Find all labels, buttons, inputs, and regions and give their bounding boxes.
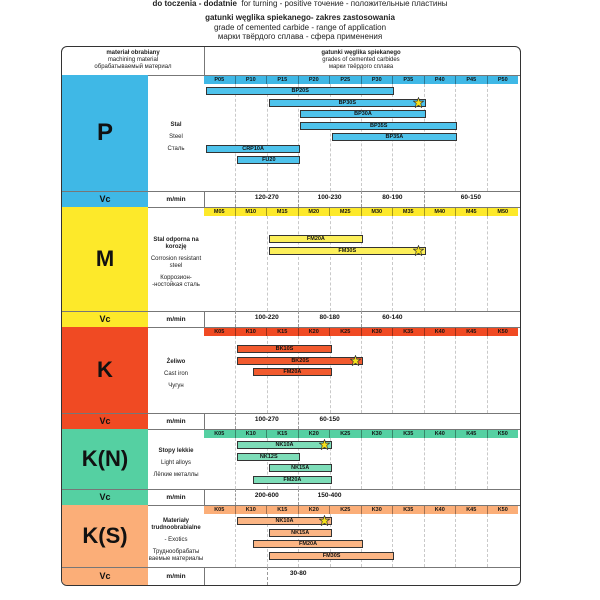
grade-label: K25	[330, 506, 362, 514]
vc-top-line	[62, 413, 521, 414]
vc-value: 100-220	[254, 314, 279, 321]
grade-gridline	[235, 216, 236, 311]
group-letter-p: P	[62, 75, 148, 191]
grade-label: M45	[456, 208, 488, 216]
material-line: Corrosion resistant steel	[150, 256, 202, 269]
material-line: Stal	[170, 121, 182, 128]
vc-value: 80-190	[382, 194, 403, 201]
group-letter-k: K	[62, 327, 148, 413]
grade-label: M10	[236, 208, 268, 216]
grade-label: K35	[393, 430, 425, 438]
grade-bar-bk20s: BK20S	[237, 357, 363, 365]
grade-label: K25	[330, 430, 362, 438]
grade-label: P10	[236, 76, 268, 84]
header-line-4: марки твёрдого сплава - сфера применения	[217, 32, 383, 41]
material-line: Steel	[169, 133, 183, 140]
vc-range-divider	[235, 413, 236, 429]
grade-label: K30	[362, 506, 394, 514]
grade-bar-crp10a: CRP10A	[206, 145, 300, 153]
vc-unit-kn: m/min	[166, 493, 186, 501]
material-line: - Exotics	[164, 536, 188, 543]
vc-range-divider	[235, 489, 236, 505]
grade-gridline	[392, 438, 393, 489]
vc-label-kn: Vc	[62, 489, 148, 505]
vc-range-divider	[298, 191, 299, 207]
material-ks	[148, 513, 204, 567]
table-header-grades	[204, 49, 518, 73]
grade-bar-fm20a: FM20A	[253, 540, 363, 548]
header-grades-line: марки твёрдого сплава	[328, 64, 394, 70]
vc-divider	[204, 311, 205, 327]
vc-range-divider	[298, 311, 299, 327]
recommended-star-icon	[413, 97, 424, 108]
vc-range-divider	[235, 191, 236, 207]
material-line: Лёгкие металлы	[153, 471, 199, 478]
table-header-material	[62, 49, 204, 73]
grade-bar-bp20s: BP20S	[206, 87, 394, 95]
grade-gridline	[455, 216, 456, 311]
grade-gridline	[424, 438, 425, 489]
material-line: Materiały trudnoobrabialne	[151, 517, 201, 531]
grade-label: P40	[425, 76, 457, 84]
material-m	[148, 215, 204, 311]
vc-value: 80-180	[319, 314, 340, 321]
grade-bar-bp35s: BP35S	[300, 122, 457, 130]
grade-label: P15	[267, 76, 299, 84]
header-divider	[204, 47, 205, 75]
grade-label: P05	[204, 76, 236, 84]
grade-label: K30	[362, 328, 394, 336]
grade-scale-kn	[204, 430, 518, 438]
vc-range-divider	[235, 311, 236, 327]
material-line: Light alloys	[160, 459, 192, 466]
material-line: Żeliwo	[166, 358, 186, 365]
vc-unit-ks: m/min	[166, 572, 186, 580]
grade-label: P35	[393, 76, 425, 84]
grade-label: M30	[362, 208, 394, 216]
vc-range-divider	[298, 413, 299, 429]
grade-gridline	[424, 336, 425, 413]
grade-gridline	[267, 216, 268, 311]
grade-label: M15	[267, 208, 299, 216]
grade-bar-nk15a: NK15A	[269, 464, 332, 472]
grade-gridline	[235, 84, 236, 191]
grade-scale-p	[204, 76, 518, 84]
vc-divider	[204, 489, 205, 505]
grade-gridline	[424, 216, 425, 311]
grade-label: K40	[425, 328, 457, 336]
grade-bar-nk15a: NK15A	[269, 529, 332, 537]
grade-gridline	[455, 438, 456, 489]
grade-bar-fm20a: FM20A	[269, 235, 363, 243]
vc-range-divider	[267, 567, 268, 585]
vc-top-line	[62, 567, 521, 568]
vc-value: 60-150	[460, 194, 482, 201]
grade-label: P30	[362, 76, 394, 84]
material-line: Коррозион- -ностойкая сталь	[152, 275, 200, 288]
grade-label: K50	[497, 431, 508, 437]
vc-range-divider	[298, 489, 299, 505]
vc-value: 100-230	[317, 194, 342, 201]
grade-gridline	[235, 336, 236, 413]
vc-range-divider	[361, 191, 362, 207]
grade-gridline	[455, 514, 456, 567]
grade-label: P45	[456, 76, 488, 84]
material-line: Stopy lekkie	[158, 447, 194, 454]
vc-value: 30-80	[289, 570, 307, 577]
vc-unit-k: m/min	[166, 417, 186, 425]
grade-gridline	[298, 216, 299, 311]
vc-value: 120-270	[254, 194, 279, 201]
vc-label-p: Vc	[62, 191, 148, 207]
grade-label: M35	[393, 208, 425, 216]
grade-scale-k	[204, 328, 518, 336]
material-k	[148, 335, 204, 413]
grade-gridline	[361, 438, 362, 489]
grade-label: K15	[267, 328, 299, 336]
grade-bar-bp35a: BP35A	[332, 133, 458, 141]
grade-label: M50	[497, 209, 509, 215]
grade-label: K45	[456, 328, 488, 336]
grade-label: K40	[425, 430, 457, 438]
vc-value: 200-600	[254, 492, 279, 499]
vc-unit-p: m/min	[166, 195, 186, 203]
group-letter-ks: K(S)	[62, 505, 148, 567]
grade-label: K05	[204, 430, 236, 438]
grade-bar-fm30s: FM30S	[269, 552, 395, 560]
grade-label: K05	[204, 328, 236, 336]
vc-top-line	[62, 489, 521, 490]
vc-divider	[204, 567, 205, 585]
header-material-line: machining material	[107, 57, 159, 63]
grade-label: M40	[425, 208, 457, 216]
header-material-line: обрабатываемый материал	[94, 64, 172, 70]
grade-label: K15	[267, 506, 299, 514]
grade-scale-m	[204, 208, 518, 216]
grade-label: K15	[267, 430, 299, 438]
grade-bar-bp30s: BP30S	[269, 99, 426, 107]
material-line: Stal odporna na korozję	[153, 237, 199, 250]
vc-label-k: Vc	[62, 413, 148, 429]
grade-label: K20	[299, 506, 331, 514]
recommended-star-icon	[319, 439, 330, 450]
material-line: Труднообрабаты ваемые материалы	[148, 548, 204, 562]
grade-label: K45	[456, 430, 488, 438]
grade-gridline	[330, 216, 331, 311]
material-line: Cast iron	[163, 370, 188, 377]
header-line-1: do toczenia - dodatnie for turning - positive точение - положительные пластины	[152, 0, 448, 8]
material-line: Чугун	[168, 382, 184, 389]
grade-bar-fm20a: FM20A	[253, 476, 332, 484]
vc-top-line	[62, 191, 521, 192]
vc-range-divider	[361, 311, 362, 327]
grade-gridline	[487, 514, 488, 567]
grade-label: K35	[393, 506, 425, 514]
grade-label: P20	[299, 76, 331, 84]
header-line-2: gatunki węglika spiekanego- zakres zastosowania	[205, 13, 395, 22]
header-grades-line: gatunki węglika spiekanego	[321, 50, 401, 56]
grade-gridline	[392, 336, 393, 413]
grade-label: M25	[330, 208, 362, 216]
grade-gridline	[361, 216, 362, 311]
grade-label: K20	[299, 430, 331, 438]
grade-bar-fu20: FU20	[237, 156, 300, 164]
vc-bottom-line	[62, 585, 521, 586]
vc-unit-m: m/min	[166, 315, 186, 323]
grade-gridline	[487, 84, 488, 191]
grade-gridline	[392, 216, 393, 311]
grade-gridline	[267, 84, 268, 191]
grade-gridline	[487, 438, 488, 489]
grade-label: P25	[330, 76, 362, 84]
grade-label: K25	[330, 328, 362, 336]
vc-value: 100-270	[254, 416, 279, 423]
vc-value: 60-140	[382, 314, 403, 321]
grade-gridline	[235, 514, 236, 567]
grade-gridline	[424, 514, 425, 567]
material-kn	[148, 437, 204, 489]
vc-divider	[204, 191, 205, 207]
grades-table	[61, 46, 521, 586]
grade-label: K10	[236, 430, 268, 438]
vc-label-m: Vc	[62, 311, 148, 327]
grade-gridline	[361, 336, 362, 413]
grade-label: K40	[425, 506, 457, 514]
recommended-star-icon	[413, 245, 424, 256]
grade-label: P50	[497, 77, 508, 83]
header-material-line: materiał obrabiany	[106, 50, 160, 56]
grade-label: K30	[362, 430, 394, 438]
vc-label-ks: Vc	[62, 567, 148, 585]
group-letter-m: M	[62, 207, 148, 311]
grade-label: K20	[299, 328, 331, 336]
vc-top-line	[62, 311, 521, 312]
recommended-star-icon	[350, 355, 361, 366]
grade-scale-ks	[204, 506, 518, 514]
grade-bar-fm30s: FM30S	[269, 247, 426, 255]
grade-label: K50	[497, 329, 508, 335]
vc-divider	[204, 413, 205, 429]
material-p	[148, 83, 204, 191]
material-line: Сталь	[167, 145, 185, 152]
grade-bar-bk10s: BK10S	[237, 345, 331, 353]
grade-label: K45	[456, 506, 488, 514]
grade-label: K05	[204, 506, 236, 514]
grade-gridline	[455, 336, 456, 413]
grade-label: K50	[497, 507, 508, 513]
grade-bar-nk10a: NK10A	[237, 517, 331, 525]
grade-label: M05	[204, 208, 236, 216]
grade-label: M20	[299, 208, 331, 216]
vc-value: 150-400	[317, 492, 342, 499]
grade-gridline	[487, 216, 488, 311]
recommended-star-icon	[319, 515, 330, 526]
grade-bar-nk10a: NK10A	[237, 441, 331, 449]
grade-gridline	[235, 438, 236, 489]
grade-label: K10	[236, 506, 268, 514]
header-line-3: grade of cemented carbide - range of application	[213, 23, 387, 32]
header-grades-line: grades of cemented carbides	[322, 57, 400, 63]
vc-value: 60-150	[319, 416, 340, 423]
vc-range-divider	[424, 191, 425, 207]
grade-gridline	[487, 336, 488, 413]
group-letter-kn: K(N)	[62, 429, 148, 489]
grade-bar-fm20a: FM20A	[253, 368, 332, 376]
grade-label: K10	[236, 328, 268, 336]
grade-bar-nk12s: NK12S	[237, 453, 300, 461]
grade-bar-bp30a: BP30A	[300, 110, 426, 118]
grade-label: K35	[393, 328, 425, 336]
